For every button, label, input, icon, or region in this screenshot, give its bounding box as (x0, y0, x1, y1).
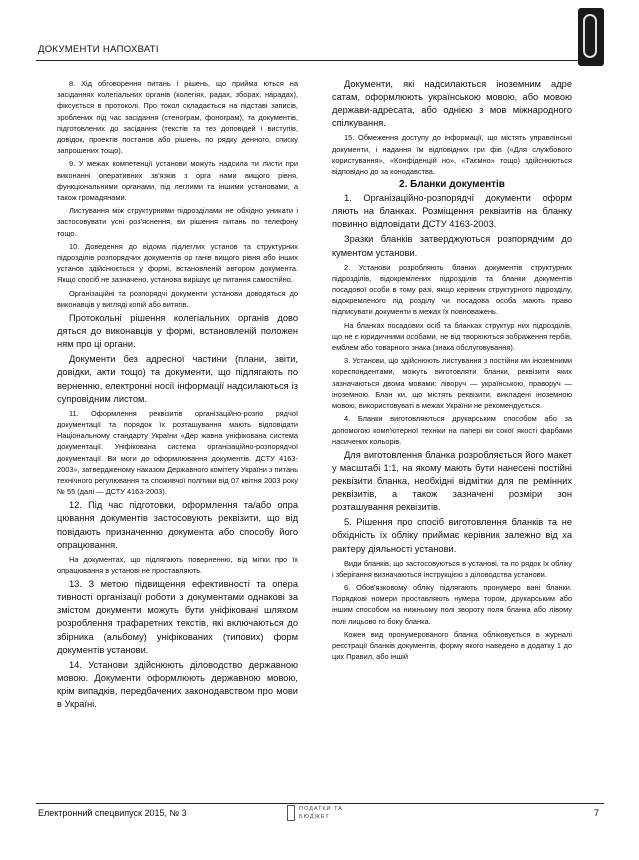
paragraph: 3. Установи, що здійснюють листування з постійни ми іноземними кореспондентами, можуть виготовляти бланки, реквізити яких зазначаються двома мовами: ліворуч — українською, праворуч — іноземною. Блан ки, що містять реквізити, викладені іноземною мовою, використовуваті в межах України не рекомендується. (332, 356, 572, 411)
publisher-logo (287, 804, 349, 822)
footer-publication: Електронний спецвипуск 2015, № 3 (38, 808, 187, 818)
paragraph: На документах, що підлягають поверненню, від мітки про їх опрацювання в установі не проставляють. (57, 554, 298, 575)
paragraph: Документи без адресної частини (плани, звіти, довідки, акти тощо) та документи, що підлягають по верненню, електронні носії інформації надсилаються із супровідним листом. (57, 354, 298, 404)
paragraph: 8. Хід обговорення питань і рішень, що прийма ються на засіданнях колегіальних органів (колегіях, радах, зборах, нарадах), фіксується в протоколі. Про токол складається на підставі записів, зроблених під час засідання (стенограм, фонограм), та документів, підготовлених до засідання (текстів та тез доповідей і виступів, довідок, проектів постанов або рішень, по рядку денного, списку запрошених тощо). (57, 79, 298, 156)
paragraph: 12. Під час підготовки, оформлення та/або опра цювання документів застосовують реквізити, що від повідають призначенню документа або способу його опрацювання. (57, 500, 298, 550)
paragraph: 15. Обмеження доступу до інформації, що містять управлінські документи, і надання їм відповідних гри фів («Для службового користування», «Конфіденцій но», «Таємно» тощо) здійснюються відповідно до за конодавства. (332, 133, 572, 176)
paragraph: Зразки бланків затверджуються розпорядчим до кументом установи. (332, 234, 572, 258)
paragraph: Види бланків, що застосовуються в установі, та по рядок їх обліку і зберігання визначаються інструкцією з діловодства установи. (332, 558, 572, 579)
paragraph: 4. Бланки виготовляються друкарським способом або за допомогою комп'ютерної техніки на папері ви сокої якості фарбами насичених кольорів. (332, 414, 572, 446)
left-column (57, 78, 298, 713)
right-column (332, 78, 572, 664)
paragraph: 9. У межах компетенції установи можуть надсила ти листи при виконанні оперативних зв'язків з орга нами вищого рівня, функціональними органами, під леглими та іншими установами, а також громадянами. (57, 159, 298, 203)
paragraph: 13. З метою підвищення ефективності та опера тивності організації роботи з документами однакові за змістом документи можуть бути уніфіковані шляхом розроблення трафаретних текстів, які включаються до збірника (альбому) уніфікованих (типових) форм документів установи. (57, 579, 298, 655)
paperclip-icon (583, 14, 597, 58)
paragraph: Організаційні та розпорядчі документи установи доводяться до виконавців у вигляді копій або витягів. (57, 288, 298, 309)
paragraph: На бланках посадових осіб та бланках структур них підрозділів, що не є юридичними особами, не від творюються зображення гербів, емблем або товарного знака (знака обслуговування). (332, 320, 572, 353)
paragraph: Кожен вид пронумерованого бланка обліковується в журналі реєстрації бланків документів, форму якого наведено в додатку 1 до цих Правил, або іншій (332, 629, 572, 662)
page-number: 7 (594, 808, 600, 818)
paragraph: 10. Доведення до відома підлеглих установ та структурних підрозділів розпорядчих документів ор ганів вищого рівня або інших установ здійснюється у формі, встановленій автором документа. Якщо спосіб не зазначено, установа вирішує це питання самостійно. (57, 241, 298, 285)
paragraph: 6. Обов'язковому обліку підлягають пронумеро вані бланки. Порядкові номери проставляють нумера тором, друкарським або іншим способом на нижньому полі звороту поля бланка або лівому полі лицьово го боку бланка. (332, 583, 572, 626)
paragraph: Листування між структурними підрозділами не обхідно уникати і застосовувати усні роз'яснення, ви рішення питань по телефону тощо. (57, 206, 298, 238)
logo-line-1: ПОДАТКИ ТА (299, 806, 343, 812)
paragraph: Документи, які надсилаються іноземним адре сатам, оформлюють українською мовою, або мовою держави-адресата, або однією з мов міжнародного спілкування. (332, 79, 572, 129)
paragraph: Протокольні рішення колегіальних органів дово дяться до виконавців у формі, встановленій положен ням про ці органи. (57, 313, 298, 350)
paragraph: 1. Організаційно-розпорядчі документи оформ ляють на бланках. Розміщення реквізитів на бланку повинно відповідати ДСТУ 4163-2003. (332, 193, 572, 230)
logo-line-2: БЮДЖЕТ (299, 814, 330, 820)
header-title: ДОКУМЕНТИ НАПОХВАТІ (38, 44, 159, 55)
paragraph: 5. Рішення про спосіб виготовлення бланків та не обхідність їх обліку приймає керівник залежно від ха рактеру діяльності установи. (332, 517, 572, 554)
paragraph: 14. Установи здійснюють діловодство державною мовою. Документи оформлюють державною мовою, крім випадків, передбачених законодавством про мови в Україні. (57, 659, 298, 709)
paragraph: 2. Установи розробляють бланки документів структурних підрозділів, відокремлених підрозділів та бланки документів посадової особи в тому разі, якщо керівник структурного підрозділу, відокремленого під розділу чи посадова особа мають право підписувати документи в межах їх повноважень. (332, 262, 572, 317)
logo-mark-icon (287, 805, 295, 821)
paragraph: Для виготовлення бланка розробляється його макет у масштабі 1:1, на якому мають бути нанесені постійні реквізити бланка, необхідні відмітки для пе ремінних реквізитів, а також зазначені розміри зон розташування реквізитів. (332, 449, 572, 513)
paragraph: 11. Оформлення реквізитів організаційно-розпо рядчої документації та порядок їх розташування мають відповідати Національному стандарту України «Дер жавна уніфікована система документації. Уніфікована система організаційно-розпорядчої документації. Ви моги до оформлювання документів. ДСТУ 4163-2003», затвердженому наказом Державного комітету України з питань технічного регулювання та споживчої політики від 07 квітня 2003 року № 55 (далі — ДСТУ 4163-2003). (57, 408, 298, 497)
section-heading: 2. Бланки документів (399, 179, 505, 191)
header-divider (36, 60, 604, 61)
